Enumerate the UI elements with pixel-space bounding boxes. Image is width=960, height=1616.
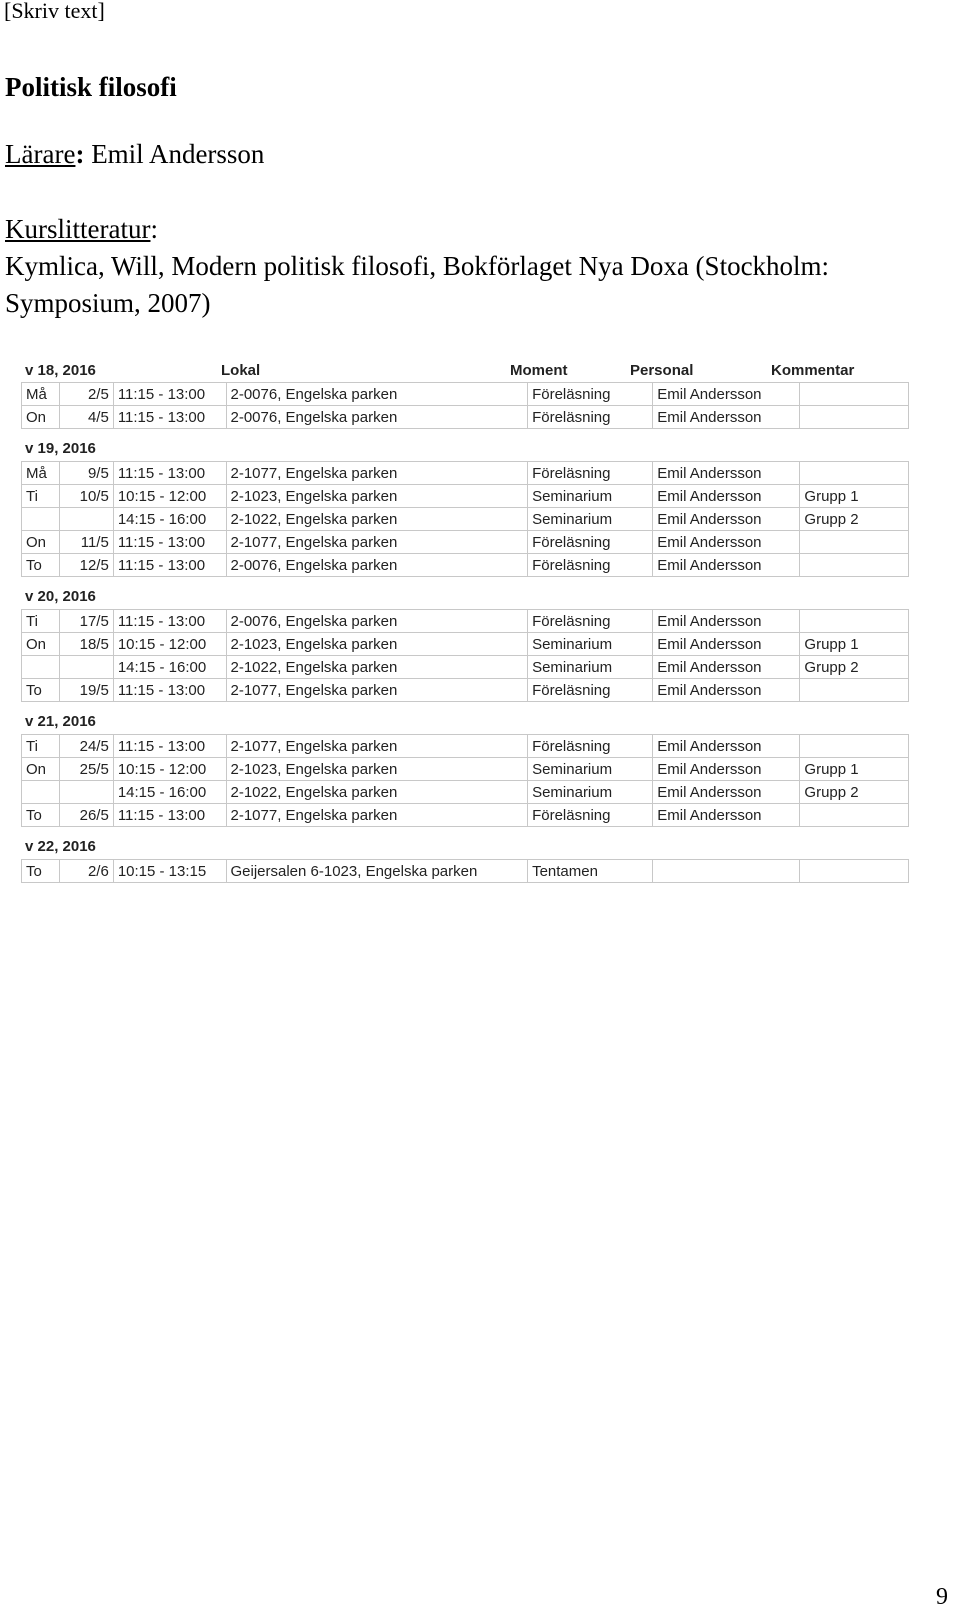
cell-moment: Seminarium: [528, 656, 653, 679]
cell-date: 18/5: [59, 633, 113, 656]
cell-personal: Emil Andersson: [653, 610, 800, 633]
cell-lokal: 2-1022, Engelska parken: [226, 656, 528, 679]
cell-day: Ti: [22, 485, 60, 508]
cell-kommentar: Grupp 2: [800, 508, 909, 531]
week-table: [21, 382, 909, 429]
cell-moment: Seminarium: [528, 508, 653, 531]
table-row: [22, 406, 909, 429]
schedule: [21, 358, 909, 883]
week-table: [21, 734, 909, 827]
literature-text: Kymlica, Will, Modern politisk filosofi, Bokförlaget Nya Doxa (Stockholm: Symposium, 2007): [5, 251, 830, 318]
cell-date: 19/5: [59, 679, 113, 702]
cell-day: [22, 781, 60, 804]
cell-personal: Emil Andersson: [653, 554, 800, 577]
cell-kommentar: Grupp 1: [800, 485, 909, 508]
cell-lokal: 2-1077, Engelska parken: [226, 462, 528, 485]
cell-date: [59, 781, 113, 804]
cell-lokal: 2-1077, Engelska parken: [226, 804, 528, 827]
cell-moment: Föreläsning: [528, 804, 653, 827]
cell-moment: Föreläsning: [528, 531, 653, 554]
cell-date: [59, 656, 113, 679]
cell-lokal: 2-1022, Engelska parken: [226, 781, 528, 804]
week-label: v 20, 2016: [25, 588, 96, 605]
cell-day: To: [22, 860, 60, 883]
column-header-personal: Personal: [630, 361, 694, 379]
cell-personal: Emil Andersson: [653, 679, 800, 702]
cell-moment: Föreläsning: [528, 735, 653, 758]
cell-kommentar: Grupp 2: [800, 781, 909, 804]
cell-moment: Seminarium: [528, 633, 653, 656]
cell-date: 11/5: [59, 531, 113, 554]
literature-colon: :: [150, 214, 158, 244]
cell-lokal: 2-1077, Engelska parken: [226, 735, 528, 758]
cell-kommentar: [800, 554, 909, 577]
schedule-body: [21, 358, 909, 883]
teacher-name: Emil Andersson: [91, 139, 265, 169]
literature-label: Kurslitteratur: [5, 214, 151, 244]
cell-time: 10:15 - 12:00: [113, 485, 226, 508]
cell-lokal: 2-0076, Engelska parken: [226, 554, 528, 577]
cell-moment: Föreläsning: [528, 610, 653, 633]
cell-kommentar: [800, 462, 909, 485]
cell-time: 10:15 - 12:00: [113, 633, 226, 656]
literature-block: [5, 211, 935, 322]
cell-moment: Föreläsning: [528, 462, 653, 485]
cell-personal: Emil Andersson: [653, 735, 800, 758]
table-row: [22, 462, 909, 485]
cell-moment: Seminarium: [528, 758, 653, 781]
cell-day: On: [22, 531, 60, 554]
table-row: [22, 554, 909, 577]
cell-moment: Föreläsning: [528, 679, 653, 702]
cell-date: 17/5: [59, 610, 113, 633]
cell-date: 12/5: [59, 554, 113, 577]
cell-personal: Emil Andersson: [653, 508, 800, 531]
table-row: [22, 610, 909, 633]
cell-lokal: 2-0076, Engelska parken: [226, 383, 528, 406]
cell-kommentar: [800, 679, 909, 702]
cell-time: 11:15 - 13:00: [113, 406, 226, 429]
column-header-moment: Moment: [510, 361, 568, 379]
cell-day: On: [22, 633, 60, 656]
cell-lokal: 2-1023, Engelska parken: [226, 758, 528, 781]
table-row: [22, 383, 909, 406]
week-label: v 22, 2016: [25, 838, 96, 855]
cell-time: 11:15 - 13:00: [113, 383, 226, 406]
cell-kommentar: [800, 804, 909, 827]
cell-kommentar: [800, 383, 909, 406]
cell-date: 4/5: [59, 406, 113, 429]
cell-lokal: 2-1077, Engelska parken: [226, 679, 528, 702]
week-label: v 21, 2016: [25, 713, 96, 730]
cell-date: 2/5: [59, 383, 113, 406]
table-row: [22, 860, 909, 883]
cell-day: To: [22, 804, 60, 827]
cell-lokal: 2-1077, Engelska parken: [226, 531, 528, 554]
column-header-kommentar: Kommentar: [771, 361, 855, 379]
week-table: [21, 461, 909, 577]
table-row: [22, 735, 909, 758]
column-header-lokal: Lokal: [221, 361, 261, 379]
cell-time: 14:15 - 16:00: [113, 656, 226, 679]
cell-personal: Emil Andersson: [653, 656, 800, 679]
cell-kommentar: [800, 735, 909, 758]
cell-time: 11:15 - 13:00: [113, 804, 226, 827]
cell-date: [59, 508, 113, 531]
cell-moment: Föreläsning: [528, 554, 653, 577]
cell-time: 11:15 - 13:00: [113, 531, 226, 554]
cell-date: 10/5: [59, 485, 113, 508]
cell-moment: Föreläsning: [528, 406, 653, 429]
cell-date: 2/6: [59, 860, 113, 883]
teacher-label: Lärare: [5, 139, 76, 169]
cell-time: 10:15 - 12:00: [113, 758, 226, 781]
cell-day: [22, 508, 60, 531]
table-row: [22, 781, 909, 804]
cell-day: Ti: [22, 735, 60, 758]
cell-kommentar: Grupp 1: [800, 633, 909, 656]
cell-date: 9/5: [59, 462, 113, 485]
cell-personal: Emil Andersson: [653, 633, 800, 656]
cell-date: 26/5: [59, 804, 113, 827]
cell-personal: Emil Andersson: [653, 383, 800, 406]
cell-day: On: [22, 758, 60, 781]
cell-day: Må: [22, 462, 60, 485]
header-placeholder: [Skriv text]: [4, 0, 105, 23]
cell-kommentar: [800, 531, 909, 554]
cell-kommentar: [800, 406, 909, 429]
cell-moment: Föreläsning: [528, 383, 653, 406]
cell-day: [22, 656, 60, 679]
table-row: [22, 758, 909, 781]
table-row: [22, 679, 909, 702]
cell-day: To: [22, 554, 60, 577]
cell-moment: Tentamen: [528, 860, 653, 883]
cell-time: 14:15 - 16:00: [113, 781, 226, 804]
cell-time: 11:15 - 13:00: [113, 554, 226, 577]
schedule-header-row: [21, 358, 909, 382]
cell-kommentar: Grupp 2: [800, 656, 909, 679]
table-row: [22, 531, 909, 554]
cell-lokal: 2-0076, Engelska parken: [226, 610, 528, 633]
cell-moment: Seminarium: [528, 485, 653, 508]
cell-date: 24/5: [59, 735, 113, 758]
cell-personal: Emil Andersson: [653, 758, 800, 781]
cell-lokal: 2-1023, Engelska parken: [226, 633, 528, 656]
teacher-colon: :: [75, 139, 85, 169]
cell-day: To: [22, 679, 60, 702]
cell-time: 11:15 - 13:00: [113, 679, 226, 702]
cell-moment: Seminarium: [528, 781, 653, 804]
cell-time: 11:15 - 13:00: [113, 462, 226, 485]
cell-personal: Emil Andersson: [653, 531, 800, 554]
week-label: v 18, 2016: [25, 361, 96, 379]
table-row: [22, 656, 909, 679]
table-row: [22, 508, 909, 531]
cell-kommentar: [800, 610, 909, 633]
page-title: Politisk filosofi: [5, 72, 177, 102]
cell-lokal: 2-1022, Engelska parken: [226, 508, 528, 531]
cell-personal: Emil Andersson: [653, 781, 800, 804]
cell-personal: Emil Andersson: [653, 804, 800, 827]
table-row: [22, 485, 909, 508]
cell-time: 11:15 - 13:00: [113, 735, 226, 758]
cell-time: 11:15 - 13:00: [113, 610, 226, 633]
cell-personal: Emil Andersson: [653, 406, 800, 429]
table-row: [22, 633, 909, 656]
cell-lokal: 2-1023, Engelska parken: [226, 485, 528, 508]
week-label: v 19, 2016: [25, 440, 96, 457]
cell-lokal: Geijersalen 6-1023, Engelska parken: [226, 860, 528, 883]
table-row: [22, 804, 909, 827]
cell-kommentar: Grupp 1: [800, 758, 909, 781]
cell-day: Ti: [22, 610, 60, 633]
page-number: 9: [936, 1584, 948, 1610]
cell-day: On: [22, 406, 60, 429]
cell-personal: [653, 860, 800, 883]
week-table: [21, 859, 909, 883]
cell-day: Må: [22, 383, 60, 406]
cell-time: 14:15 - 16:00: [113, 508, 226, 531]
teacher-line: [5, 139, 264, 170]
cell-kommentar: [800, 860, 909, 883]
cell-personal: Emil Andersson: [653, 485, 800, 508]
week-table: [21, 609, 909, 702]
cell-date: 25/5: [59, 758, 113, 781]
cell-lokal: 2-0076, Engelska parken: [226, 406, 528, 429]
cell-personal: Emil Andersson: [653, 462, 800, 485]
cell-time: 10:15 - 13:15: [113, 860, 226, 883]
